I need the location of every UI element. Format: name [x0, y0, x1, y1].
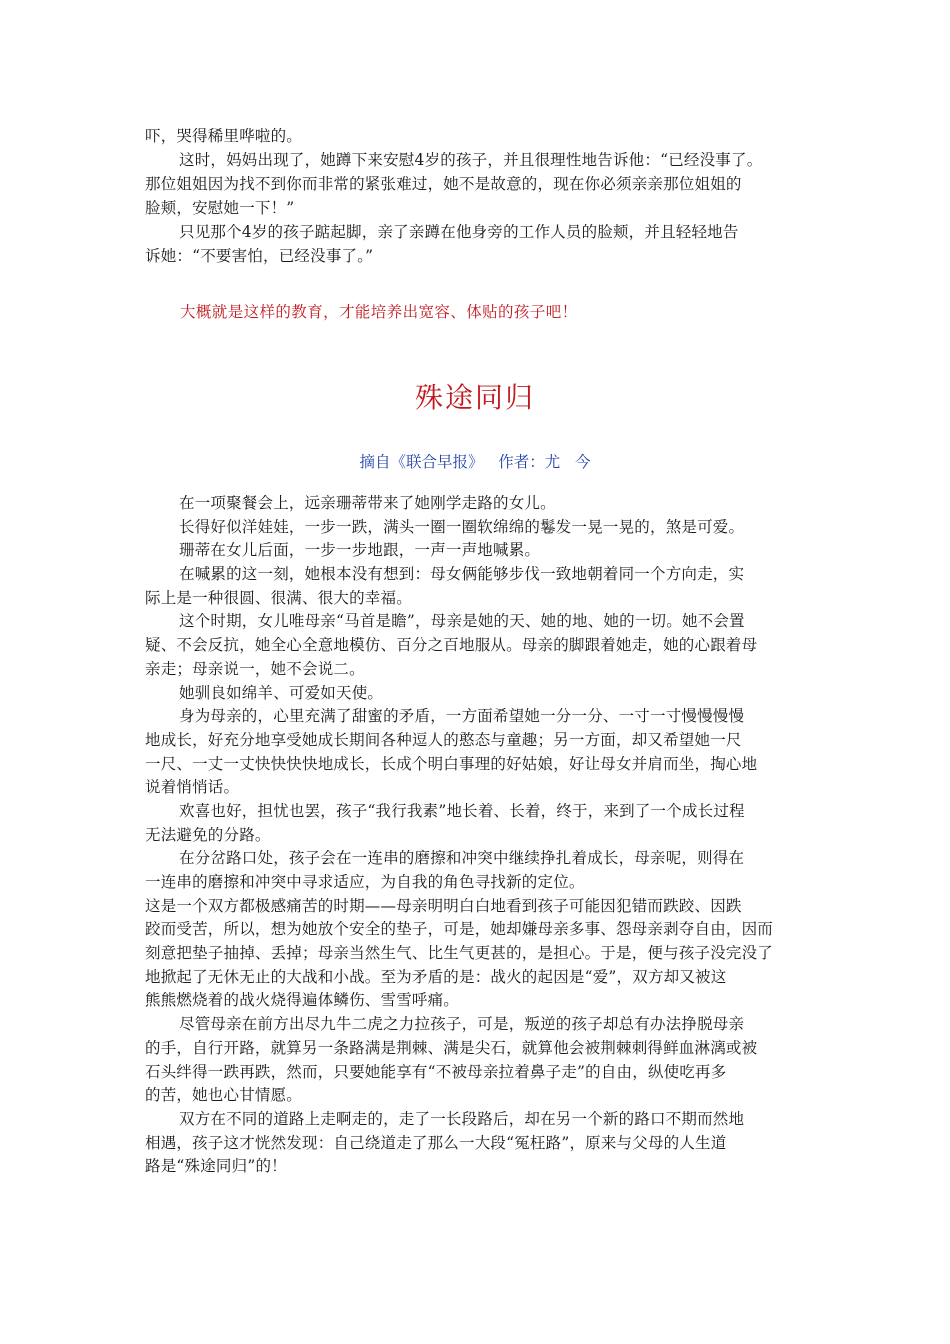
text-line: 相遇，孩子这才恍然发现：自己绕道走了那么一大段“冤枉路”，原来与父母的人生道 — [145, 1133, 727, 1152]
text-line: 这时，妈妈出现了，她蹲下来安慰4岁的孩子，并且很理性地告诉他：“已经没事了。 — [179, 151, 763, 169]
text-line: 那位姐姐因为找不到你而非常的紧张难过，她不是故意的，现在你必须亲亲那位姐姐的 — [145, 175, 742, 193]
text-line: 欢喜也好，担忧也罢，孩子“我行我素”地长着、长着，终于，来到了一个成长过程 — [179, 801, 745, 820]
text-line: 这是一个双方都极感痛苦的时期——母亲明明白白地看到孩子可能因犯错而跌跤、因跌 — [145, 896, 742, 915]
moral-sentence: 大概就是这样的教育，才能培养出宽容、体贴的孩子吧！ — [180, 303, 578, 321]
text-line: 际上是一种很圆、很满、很大的幸福。 — [145, 588, 412, 607]
text-line: 长得好似洋娃娃，一步一跌，满头一圈一圈软绵绵的鬈发一晃一晃的，煞是可爱。 — [179, 517, 745, 536]
text-line: 疑、不会反抗，她全心全意地模仿、百分之百地服从。母亲的脚跟着她走，她的心跟着母 — [145, 636, 758, 655]
text-line: 刻意把垫子抽掉、丢掉；母亲当然生气、比生气更甚的，是担心。于是，便与孩子没完没了 — [145, 944, 774, 963]
text-line: 说着悄悄话。 — [145, 778, 240, 797]
text-line: 石头绊得一跌再跌，然而，只要她能享有“不被母亲拉着鼻子走”的自由，纵使吃再多 — [145, 1062, 727, 1081]
text-line: 熊熊燃烧着的战火烧得遍体鳞伤、雪雪呼痛。 — [145, 991, 460, 1010]
text-line: 在一项聚餐会上，远亲珊蒂带来了她刚学走路的女儿。 — [179, 494, 556, 512]
text-line: 在分岔路口处，孩子会在一连串的磨擦和冲突中继续挣扎着成长，母亲呢，则得在 — [179, 849, 745, 868]
text-line: 诉她：“不要害怕，已经没事了。” — [145, 247, 374, 265]
article-title: 殊途同归 — [414, 381, 535, 414]
text-line: 在喊累的这一刻，她根本没有想到：母女俩能够步伐一致地朝着同一个方向走，实 — [179, 565, 745, 584]
text-line: 身为母亲的，心里充满了甜蜜的矛盾，一方面希望她一分一分、一寸一寸慢慢慢慢 — [179, 707, 745, 726]
text-line: 一连串的磨擦和冲突中寻求适应，为自我的角色寻找新的定位。 — [145, 873, 585, 891]
text-line: 无法避免的分路。 — [145, 825, 271, 844]
text-line: 只见那个4岁的孩子踮起脚，亲了亲蹲在他身旁的工作人员的脸颊，并且轻轻地告 — [179, 223, 739, 241]
text-line: 的苦，她也心甘情愿。 — [145, 1086, 303, 1105]
text-line: 的手，自行开路，就算另一条路满是荆棘、满是尖石，就算他会被荆棘刺得鲜血淋漓或被 — [145, 1038, 758, 1057]
text-line: 吓，哭得稀里哗啦的。 — [145, 127, 303, 145]
story-continuation — [145, 124, 825, 268]
text-line: 尽管母亲在前方出尽九牛二虎之力拉孩子，可是，叛逆的孩子却总有办法挣脱母亲 — [179, 1015, 745, 1034]
text-line: 地掀起了无休无止的大战和小战。至为矛盾的是：战火的起因是“爱”，双方却又被这 — [145, 967, 727, 986]
text-line: 路是“殊途同归”的！ — [145, 1157, 287, 1176]
article-body — [145, 492, 825, 1179]
text-line: 跤而受苦，所以，想为她放个安全的垫子，可是，她却嫌母亲多事、怨母亲剥夺自由，因而 — [145, 920, 774, 939]
text-line: 亲走；母亲说一，她不会说二。 — [145, 659, 365, 678]
text-line: 一尺、一丈一丈快快快快地成长，长成个明白事理的好姑娘，好让母女并肩而坐，掏心地 — [145, 754, 758, 773]
text-line: 这个时期，女儿唯母亲“马首是瞻”，母亲是她的天、她的地、她的一切。她不会置 — [179, 612, 745, 631]
text-line: 双方在不同的道路上走啊走的，走了一长段路后，却在另一个新的路口不期而然地 — [179, 1109, 745, 1128]
article-byline: 摘自《联合早报》 作者：尤 今 — [359, 453, 591, 471]
text-line: 珊蒂在女儿后面，一步一步地跟，一声一声地喊累。 — [179, 541, 541, 560]
text-line: 脸颊，安慰她一下！” — [145, 199, 295, 217]
text-line: 地成长，好充分地享受她成长期间各种逗人的憨态与童趣；另一方面，却又希望她一尺 — [145, 730, 742, 749]
text-line: 她驯良如绵羊、可爱如天使。 — [179, 683, 384, 702]
